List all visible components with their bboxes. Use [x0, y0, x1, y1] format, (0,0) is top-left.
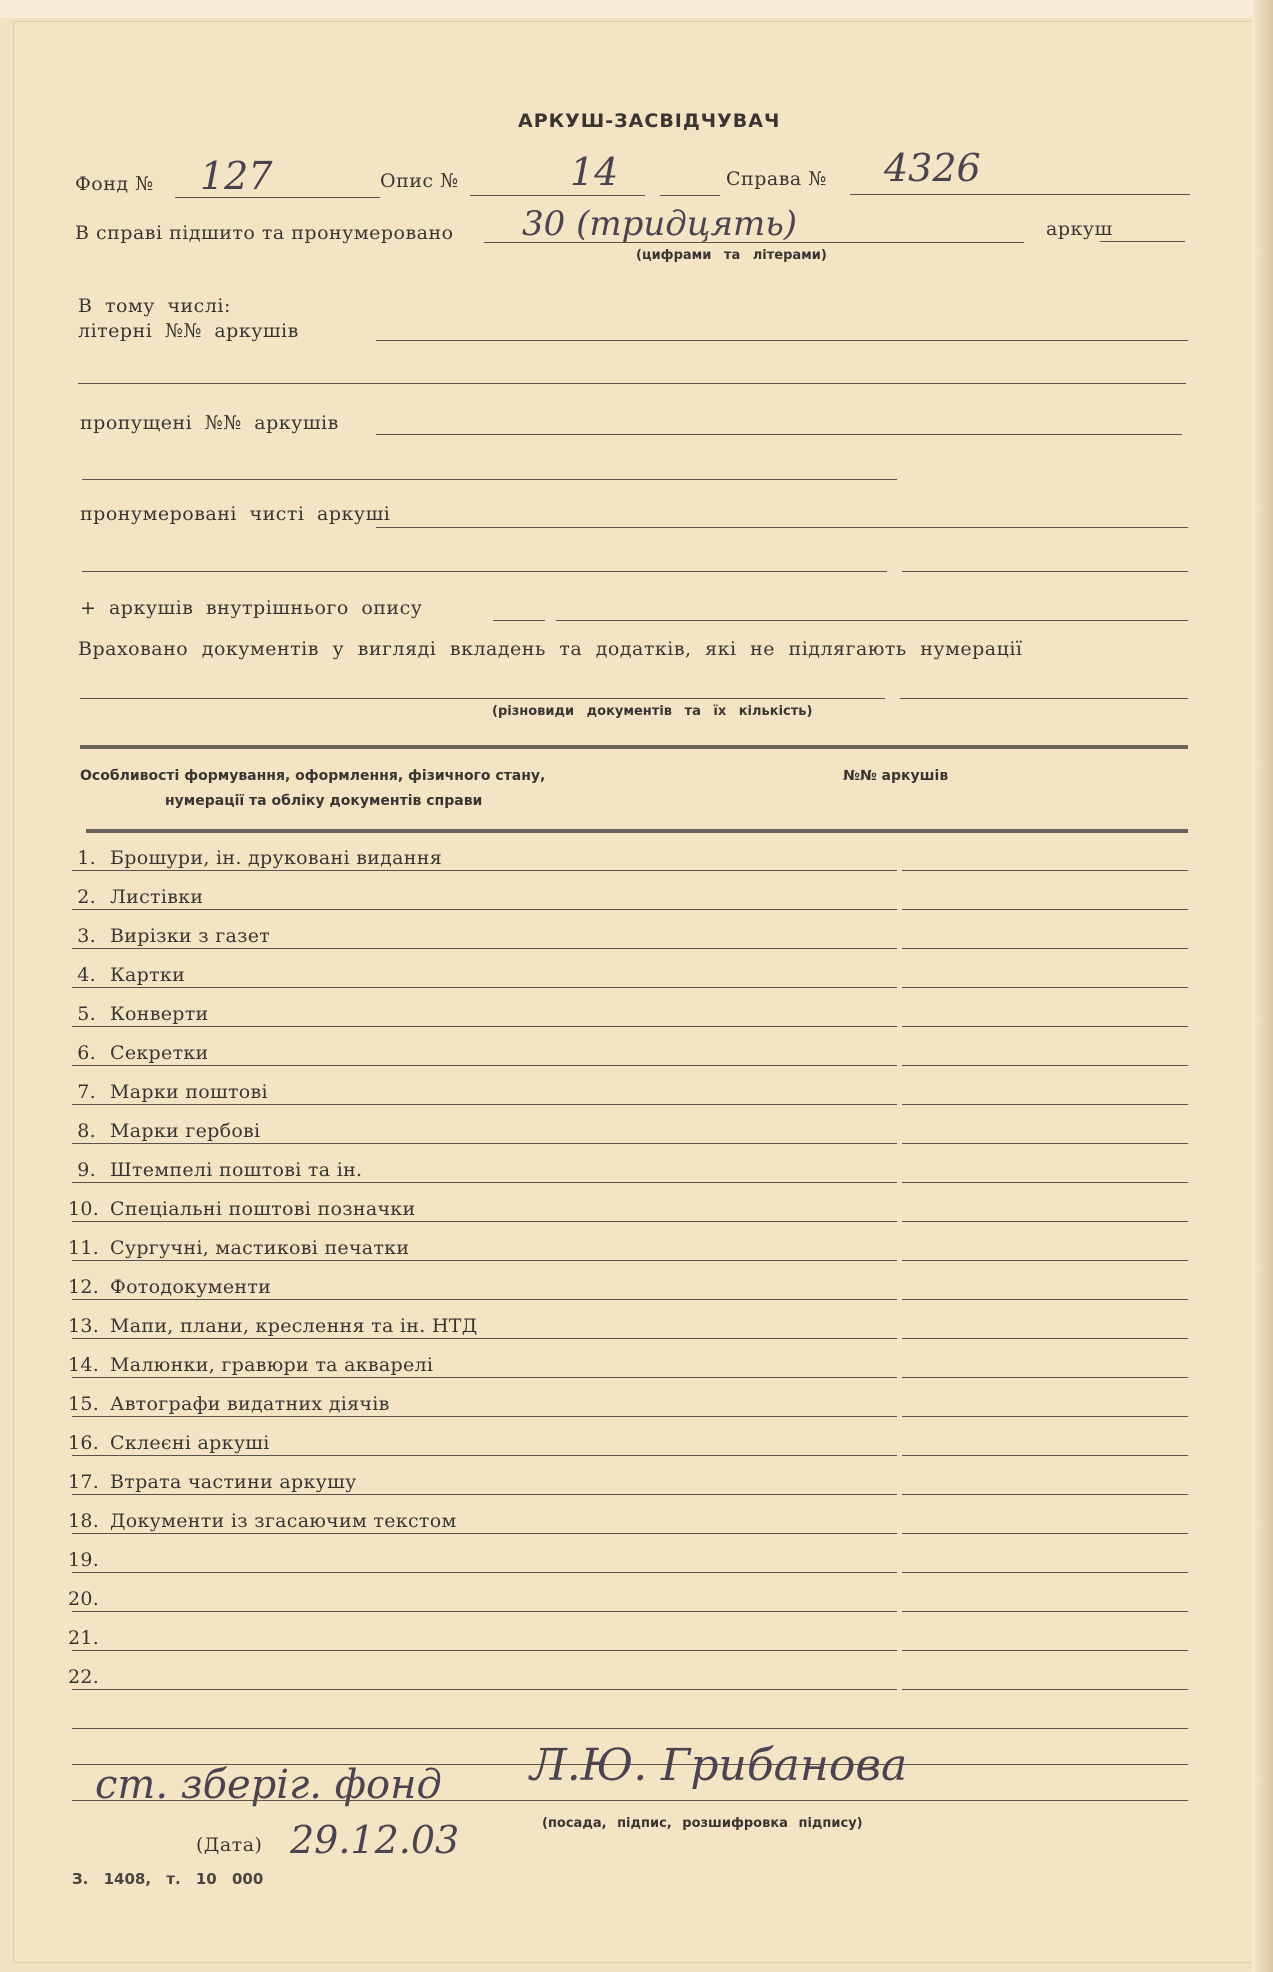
list-item: 9. Штемпелі поштові та ін.	[77, 1159, 363, 1181]
list-item: 4. Картки	[77, 964, 186, 986]
signature-name: Л.Ю. Грибанова	[530, 1740, 908, 1791]
list-item: 21.	[68, 1627, 100, 1649]
list-item: 12. Фотодокументи	[68, 1276, 272, 1298]
list-item: 5. Конверти	[77, 1003, 209, 1025]
list-item: 19.	[68, 1549, 100, 1571]
sheets-value: 30 (тридцять)	[522, 204, 798, 244]
list-item: 14. Малюнки, гравюри та акварелі	[68, 1354, 434, 1376]
print-code: З. 1408, т. 10 000	[72, 1870, 264, 1888]
list-item: 20.	[68, 1588, 100, 1610]
sheets-hint: (цифрами та літерами)	[636, 248, 827, 263]
internal-inventory-label: + аркушів внутрішнього опису	[80, 597, 423, 619]
accounted-label: Враховано документів у вигляді вкладень та додатків, які не підлягають нумерації	[78, 638, 1023, 660]
scan-top-edge	[0, 0, 1273, 18]
page-title: АРКУШ-ЗАСВІДЧУВАЧ	[518, 110, 781, 132]
list-item: 18. Документи із згасаючим текстом	[68, 1510, 457, 1532]
blank-sheets-label: пронумеровані чисті аркуші	[80, 503, 391, 525]
fond-value: 127	[200, 154, 273, 198]
list-item: 1. Брошури, ін. друковані видання	[77, 847, 442, 869]
sheets-column-header: №№ аркушів	[843, 768, 949, 784]
list-item: 11. Сургучні, мастикові печатки	[68, 1237, 410, 1259]
list-item: 22.	[68, 1666, 100, 1688]
sheets-unit: аркуш	[1046, 218, 1113, 240]
sprava-label: Справа №	[726, 168, 827, 190]
accounted-hint: (різновиди документів та їх кількість)	[492, 704, 813, 719]
date-label: (Дата)	[196, 1834, 263, 1856]
list-item: 13. Мапи, плани, креслення та ін. НТД	[68, 1315, 478, 1337]
list-item: 7. Марки поштові	[77, 1081, 268, 1103]
scan-right-edge	[1252, 0, 1273, 1972]
list-item: 10. Спеціальні поштові позначки	[68, 1198, 416, 1220]
signature-hint: (посада, підпис, розшифровка підпису)	[542, 1816, 863, 1831]
features-header-line1: Особливості формування, оформлення, фізичного стану,	[80, 768, 546, 784]
list-item: 3. Вирізки з газет	[77, 925, 271, 947]
fond-label: Фонд №	[75, 173, 154, 195]
list-item: 2. Листівки	[77, 886, 204, 908]
opys-value: 14	[570, 150, 619, 194]
sprava-value: 4326	[884, 146, 981, 190]
missed-sheets-label: пропущені №№ аркушів	[80, 412, 339, 434]
list-item: 15. Автографи видатних діячів	[68, 1393, 390, 1415]
sheets-label: В справі підшито та пронумеровано	[75, 222, 454, 244]
list-item: 6. Секретки	[77, 1042, 209, 1064]
including-label: В тому числі:	[78, 295, 231, 317]
features-header-line2: нумерації та обліку документів справи	[165, 793, 483, 809]
list-item: 8. Марки гербові	[77, 1120, 261, 1142]
list-item: 16. Склеєні аркуші	[68, 1432, 270, 1454]
signature-position: ст. зберіг. фонд	[95, 1762, 442, 1808]
list-item: 17. Втрата частини аркушу	[68, 1471, 357, 1493]
date-value: 29.12.03	[290, 1818, 460, 1862]
opys-label: Опис №	[380, 170, 459, 192]
letter-sheets-label: літерні №№ аркушів	[78, 320, 299, 342]
